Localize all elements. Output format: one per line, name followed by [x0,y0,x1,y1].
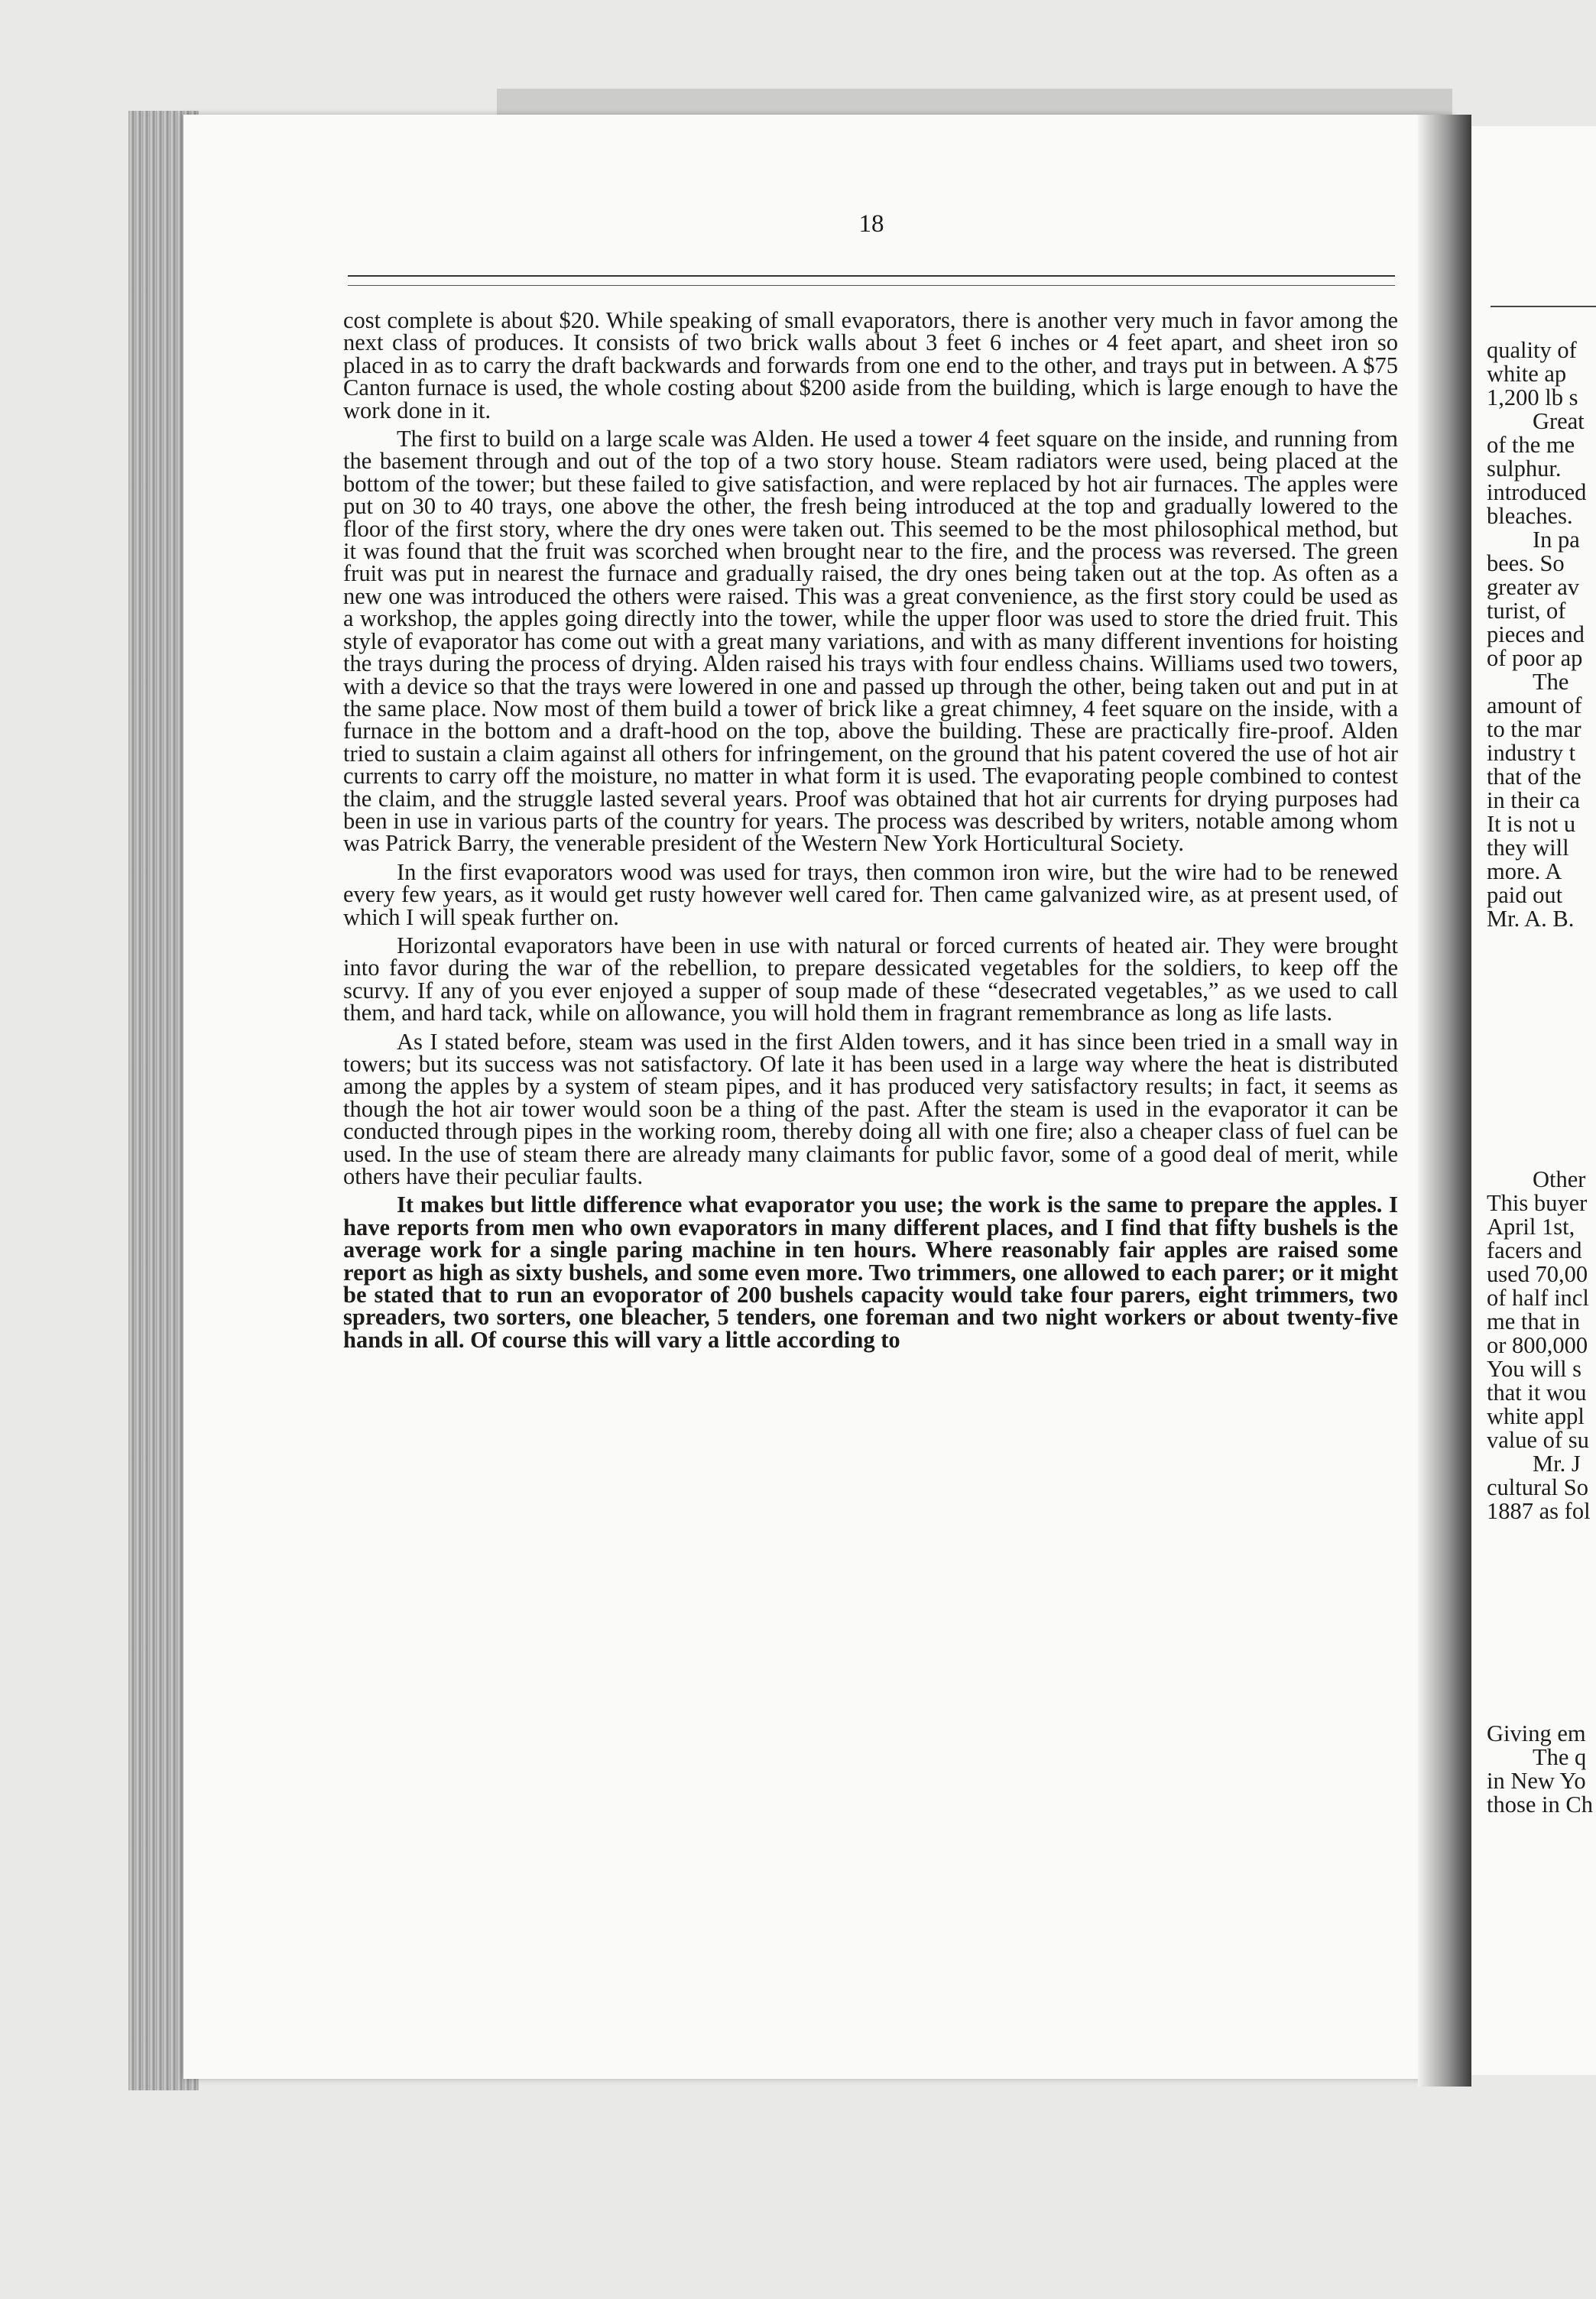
facing-page-blank-space [1487,931,1596,1168]
facing-line: amount of [1487,692,1582,718]
facing-line: that it wou [1487,1380,1587,1406]
page-body [343,307,1398,1357]
facing-line: introduced [1487,479,1587,505]
facing-line: they will [1487,835,1569,861]
facing-line: The [1533,669,1569,695]
facing-line: bees. So [1487,550,1565,576]
facing-line: white ap [1487,361,1567,387]
facing-line: The q [1533,1744,1587,1770]
facing-line: In pa [1533,527,1580,553]
facing-line: of half incl [1487,1285,1589,1311]
facing-line: cultural So [1487,1474,1588,1500]
facing-line: in New Yo [1487,1768,1586,1794]
header-rule-thin [348,285,1395,286]
facing-line: or 800,000 [1487,1332,1588,1358]
paragraph: It makes but little difference what evaporator you use; the work is the same to prepare the apples. I have reports from men who own evaporators in many different places, and I find that fifty bushels is the average work for a single paring machine in ten hours. Where reasonably fair apples are raised some report as high as sixty bushels, and some even more. Two trimmers, one allowed to each parer; or it might be stated that to run an evoporator of 200 bushels capacity would take four parers, eight trimmers, two spreaders, two sorters, one bleacher, 5 tenders, one foreman and two night workers or about twenty-five hands in all. Of course this will vary a little according to [343,1192,1398,1353]
facing-line: Mr. J [1533,1451,1581,1477]
book-gutter [1418,115,1471,2087]
facing-line: Giving em [1487,1720,1586,1746]
facing-line: industry t [1487,740,1576,766]
paragraph: As I stated before, steam was used in the first Alden towers, and it has since been tried in a small way in towers; but its success was not satisfactory. Of late it has been used in a large way where the heat is distributed among the apples by a system of steam pipes, and it has produced very satisfactory results; in fact, it seems as though the hot air tower would soon be a thing of the past. After the steam is used in the evaporator it can be conducted through pipes in the working room, thereby doing all with one fire; also a cheaper class of fuel can be used. In the use of steam there are already many claimants for public favor, some of a good deal of merit, while others have their peculiar faults. [343,1028,1398,1190]
facing-page-blank-space [1487,1523,1596,1722]
page-number: 18 [858,210,884,238]
facing-line: 1,200 lb s [1487,384,1578,410]
facing-line: of the me [1487,432,1575,458]
paragraph: Horizontal evaporators have been in use with natural or forced currents of heated air. They were brought into favor during the war of the rebellion, to prepare dessicated vegetables for the soldiers, to keep off the scurvy. If any of you ever enjoyed a supper of soup made of these “desecrated vegetables,” as we used to call them, and hard tack, while on allowance, you will hold them in fragrant remembrance as long as life lasts. [343,932,1398,1026]
paragraph: The first to build on a large scale was Alden. He used a tower 4 feet square on the inside, and running from the basement through and out of the top of a two story house. Steam radiators were used, being placed at the bottom of the tower; but these failed to give satisfaction, and were replaced by hot air furnaces. The apples were put on 30 to 40 trays, one above the other, the fresh being introduced at the top and gradually lowered to the floor of the first story, where the dry ones were taken out. This seemed to be the most philosophical method, but it was found that the fruit was scorched when brought near to the fire, and the process was reversed. The green fruit was put in nearest the furnace and gradually raised, the dry ones being taken out at the top. As often as a new one was introduced the others were raised. This was a great convenience, as the first story could be used as a workshop, the apples going directly into the tower, while the upper floor was used to store the dried fruit. This style of evaporator has come out with a great many variations, and with as many different inventions for hoisting the trays during the process of drying. Alden raised his trays with four endless chains. Williams used two towers, with a device so that the trays were lowered in one and passed up through the other, being taken out and put in at the same place. Now most of them build a tower of brick like a great chimney, 4 feet square on the inside, with a furnace in the bottom and a draft-hood on the top, above the building. These are practically fire-proof. Alden tried to sustain a claim against all others for infringement, on the ground that his patent covered the use of hot air currents to carry off the moisture, no matter in what form it is used. The evaporating people combined to contest the claim, and the struggle lasted several years. Proof was obtained that hot air currents for drying purposes had been in use in various parts of the country for years. The process was described by writers, notable among whom was Patrick Barry, the venerable president of the Western New York Horticultural Society. [343,426,1398,857]
facing-line: value of su [1487,1427,1589,1453]
facing-line: Great [1533,408,1585,434]
header-rule [348,275,1395,277]
facing-line: facers and [1487,1237,1582,1263]
facing-line: me that in [1487,1308,1580,1334]
facing-line: It is not u [1487,811,1576,837]
facing-line: white appl [1487,1403,1585,1429]
facing-line: April 1st, [1487,1214,1575,1240]
facing-line: You will s [1487,1356,1582,1382]
facing-line: Other [1533,1166,1586,1192]
facing-page-header-rule [1491,306,1596,307]
facing-line: those in Ch [1487,1792,1593,1817]
facing-line: greater av [1487,574,1580,600]
facing-line: 1887 as fol [1487,1498,1591,1524]
facing-line: This buyer [1487,1190,1588,1216]
facing-line: used 70,00 [1487,1261,1588,1287]
facing-line: paid out [1487,882,1563,908]
facing-line: of poor ap [1487,645,1583,671]
paragraph: cost complete is about $20. While speaking of small evaporators, there is another very much in favor among the next class of produces. It consists of two brick walls about 3 feet 6 inches or 4 feet apart, and sheet iron so placed in as to carry the draft backwards and forwards from one end to the other, and trays put in between. A $75 Canton furnace is used, the whole costing about $200 aside from the building, which is large enough to have the work done in it. [343,307,1398,423]
facing-line: pieces and [1487,621,1585,647]
facing-line: sulphur. [1487,456,1562,482]
facing-line: turist, of [1487,598,1566,624]
paragraph: In the first evaporators wood was used for trays, then common iron wire, but the wire had to be renewed every few years, as it would get rusty however well cared for. Then came galvanized wire, as at present used, of which I will speak further on. [343,858,1398,930]
facing-line: Mr. A. B. [1487,906,1575,932]
facing-page-text [1487,339,1596,1817]
facing-line: quality of [1487,339,1577,363]
facing-line: in their ca [1487,787,1580,813]
facing-line: bleaches. [1487,503,1573,529]
facing-line: to the mar [1487,716,1581,742]
facing-line: that of the [1487,764,1581,790]
facing-line: more. A [1487,858,1562,884]
